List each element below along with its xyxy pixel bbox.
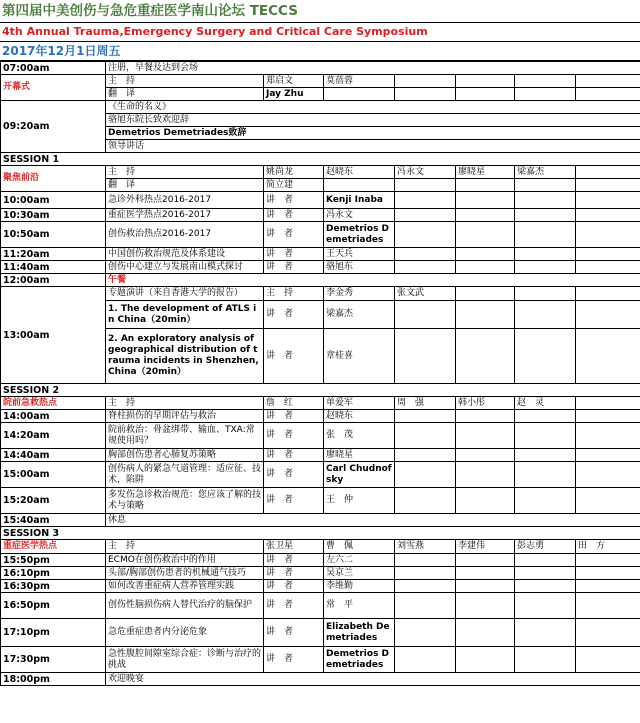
schedule-cell: [324, 179, 395, 192]
schedule-cell: [576, 261, 640, 274]
schedule-cell: [515, 329, 576, 384]
schedule-table: [0, 61, 640, 686]
schedule-cell: 17:10pm: [1, 619, 106, 647]
schedule-cell: [456, 647, 515, 673]
schedule-cell: [576, 397, 640, 410]
schedule-cell: [576, 329, 640, 384]
schedule-cell: [515, 423, 576, 449]
schedule-row: [1, 287, 640, 301]
schedule-cell: [395, 209, 456, 222]
schedule-cell: [576, 75, 640, 88]
schedule-cell: 创伤性脑损伤病人替代治疗的脑保护: [106, 593, 264, 619]
schedule-cell: [456, 287, 515, 301]
schedule-row: [1, 619, 640, 647]
schedule-cell: 王 仲: [324, 488, 395, 514]
schedule-cell: [395, 462, 456, 488]
schedule-cell: [576, 179, 640, 192]
schedule-cell: 讲 者: [264, 488, 324, 514]
schedule-cell: 急危重症患者内分泌危象: [106, 619, 264, 647]
schedule-cell: 脊柱损伤的早期评估与救治: [106, 410, 264, 423]
schedule-cell: 冯永文: [395, 166, 456, 179]
schedule-cell: 开幕式: [1, 75, 106, 101]
schedule-row: [1, 166, 640, 179]
schedule-cell: SESSION 3: [1, 527, 640, 540]
schedule-cell: 张文武: [395, 287, 456, 301]
schedule-row: [1, 62, 640, 75]
schedule-cell: [576, 593, 640, 619]
schedule-cell: [576, 287, 640, 301]
schedule-cell: 李建伟: [456, 540, 515, 554]
schedule-cell: 姚尚龙: [264, 166, 324, 179]
schedule-cell: 李金秀: [324, 287, 395, 301]
schedule-cell: 讲 者: [264, 329, 324, 384]
schedule-cell: [395, 179, 456, 192]
schedule-cell: [576, 449, 640, 462]
schedule-cell: [456, 619, 515, 647]
schedule-cell: 头部/胸部创伤患者的机械通气技巧: [106, 567, 264, 580]
schedule-cell: 赵晓东: [324, 166, 395, 179]
schedule-cell: 彭志勇: [515, 540, 576, 554]
schedule-cell: [456, 423, 515, 449]
schedule-cell: [576, 580, 640, 593]
schedule-cell: [395, 619, 456, 647]
schedule-row: [1, 261, 640, 274]
schedule-row: [1, 384, 640, 397]
schedule-cell: 急性腹腔间隙室综合症：诊断与治疗的挑战: [106, 647, 264, 673]
schedule-row: [1, 488, 640, 514]
schedule-cell: 讲 者: [264, 192, 324, 209]
schedule-row: [1, 153, 640, 166]
schedule-cell: [456, 261, 515, 274]
schedule-cell: [515, 619, 576, 647]
schedule-row: [1, 673, 640, 686]
schedule-cell: Elizabeth Demetriades: [324, 619, 395, 647]
schedule-cell: 14:20am: [1, 423, 106, 449]
schedule-cell: 15:00am: [1, 462, 106, 488]
schedule-cell: 2. An exploratory analysis of geographical distribution of trauma incidents in Shenzhen, China（20min）: [106, 329, 264, 384]
schedule-cell: 11:40am: [1, 261, 106, 274]
schedule-cell: SESSION 2: [1, 384, 640, 397]
schedule-cell: 10:50am: [1, 222, 106, 248]
schedule-row: [1, 647, 640, 673]
schedule-cell: [456, 209, 515, 222]
schedule-cell: 16:50pm: [1, 593, 106, 619]
title-cn: 第四届中美创伤与急危重症医学南山论坛 TECCS: [0, 0, 640, 23]
schedule-cell: [576, 192, 640, 209]
schedule-cell: [456, 301, 515, 329]
schedule-cell: 翻 译: [106, 179, 264, 192]
schedule-cell: [456, 179, 515, 192]
schedule-cell: 单爱军: [324, 397, 395, 410]
schedule-cell: 重症医学热点2016-2017: [106, 209, 264, 222]
schedule-cell: [395, 580, 456, 593]
schedule-cell: [395, 593, 456, 619]
schedule-cell: [515, 647, 576, 673]
schedule-cell: [576, 410, 640, 423]
schedule-cell: 章桂喜: [324, 329, 395, 384]
schedule-cell: 院前急救热点: [1, 397, 106, 410]
schedule-cell: [576, 462, 640, 488]
schedule-cell: 10:30am: [1, 209, 106, 222]
schedule-cell: [515, 449, 576, 462]
schedule-row: [1, 580, 640, 593]
schedule-cell: [395, 88, 456, 101]
schedule-cell: 胸部创伤患者心肺复苏策略: [106, 449, 264, 462]
schedule-body: [1, 62, 640, 686]
schedule-cell: [515, 301, 576, 329]
schedule-cell: [515, 88, 576, 101]
schedule-cell: 左六二: [324, 554, 395, 567]
schedule-cell: [515, 580, 576, 593]
schedule-cell: 廖晓星: [324, 449, 395, 462]
schedule-cell: 讲 者: [264, 554, 324, 567]
schedule-cell: [395, 75, 456, 88]
schedule-cell: [576, 209, 640, 222]
schedule-row: [1, 527, 640, 540]
schedule-cell: 15:40am: [1, 514, 106, 527]
schedule-cell: 《生命的名义》: [106, 101, 640, 114]
schedule-cell: 07:00am: [1, 62, 106, 75]
schedule-cell: [576, 619, 640, 647]
schedule-cell: 领导讲话: [106, 140, 640, 153]
schedule-cell: 09:20am: [1, 101, 106, 153]
schedule-cell: 急诊外科热点2016-2017: [106, 192, 264, 209]
schedule-cell: 吴京兰: [324, 567, 395, 580]
schedule-row: [1, 567, 640, 580]
schedule-cell: [395, 329, 456, 384]
schedule-cell: [515, 192, 576, 209]
schedule-cell: 创伤病人的紧急气道管理：适应征、技术，陷阱: [106, 462, 264, 488]
schedule-cell: 16:30pm: [1, 580, 106, 593]
schedule-cell: 午餐: [106, 274, 640, 287]
schedule-cell: 莫蓓蓉: [324, 75, 395, 88]
schedule-cell: [515, 75, 576, 88]
schedule-cell: [576, 166, 640, 179]
schedule-cell: 14:40am: [1, 449, 106, 462]
schedule-cell: 讲 者: [264, 462, 324, 488]
schedule-cell: Kenji Inaba: [324, 192, 395, 209]
schedule-cell: 如何改善重症病人营养管理实践: [106, 580, 264, 593]
schedule-cell: 聚焦前沿: [1, 166, 106, 192]
schedule-cell: [515, 222, 576, 248]
schedule-cell: 讲 者: [264, 580, 324, 593]
schedule-cell: [395, 248, 456, 261]
schedule-cell: 讲 者: [264, 301, 324, 329]
schedule-cell: [395, 410, 456, 423]
schedule-cell: 梁嘉杰: [324, 301, 395, 329]
schedule-cell: [515, 410, 576, 423]
schedule-cell: [395, 192, 456, 209]
schedule-cell: 冯永文: [324, 209, 395, 222]
schedule-cell: [395, 554, 456, 567]
schedule-cell: [515, 462, 576, 488]
schedule-cell: [395, 449, 456, 462]
schedule-cell: 简立建: [264, 179, 324, 192]
schedule-cell: [515, 488, 576, 514]
schedule-cell: [456, 567, 515, 580]
schedule-row: [1, 397, 640, 410]
schedule-cell: 注册，早餐及达到会场: [106, 62, 640, 75]
schedule-cell: 周 强: [395, 397, 456, 410]
schedule-cell: [456, 192, 515, 209]
schedule-cell: [515, 261, 576, 274]
schedule-cell: 1. The development of ATLS in China（20min）: [106, 301, 264, 329]
schedule-cell: [456, 222, 515, 248]
schedule-cell: 讲 者: [264, 593, 324, 619]
schedule-cell: [456, 449, 515, 462]
schedule-cell: 讲 者: [264, 449, 324, 462]
schedule-cell: 重症医学热点: [1, 540, 106, 554]
schedule-cell: [576, 647, 640, 673]
schedule-cell: 18:00pm: [1, 673, 106, 686]
schedule-cell: [456, 329, 515, 384]
schedule-cell: 14:00am: [1, 410, 106, 423]
schedule-cell: 欢迎晚宴: [106, 673, 640, 686]
schedule-row: [1, 274, 640, 287]
schedule-cell: [515, 567, 576, 580]
schedule-cell: Jay Zhu: [264, 88, 324, 101]
schedule-cell: [395, 301, 456, 329]
schedule-cell: [515, 287, 576, 301]
schedule-cell: [576, 567, 640, 580]
schedule-cell: [576, 488, 640, 514]
schedule-cell: [395, 261, 456, 274]
schedule-cell: 骆旭东: [324, 261, 395, 274]
schedule-cell: 16:10pm: [1, 567, 106, 580]
schedule-cell: 多发伤急诊救治规范：您应该了解的技术与策略: [106, 488, 264, 514]
schedule-cell: [515, 248, 576, 261]
schedule-cell: [515, 209, 576, 222]
schedule-cell: 讲 者: [264, 410, 324, 423]
schedule-cell: [395, 567, 456, 580]
schedule-cell: 翻 译: [106, 88, 264, 101]
schedule-row: [1, 222, 640, 248]
schedule-cell: [576, 301, 640, 329]
title-en: 4th Annual Trauma,Emergency Surgery and Critical Care Symposium: [0, 23, 640, 42]
schedule-cell: [395, 222, 456, 248]
schedule-cell: 创伤救治热点2016-2017: [106, 222, 264, 248]
schedule-row: [1, 248, 640, 261]
schedule-cell: 赵 灵: [515, 397, 576, 410]
schedule-cell: 专题演讲（来自香港大学的报告）: [106, 287, 264, 301]
schedule-cell: 讲 者: [264, 209, 324, 222]
schedule-row: [1, 449, 640, 462]
schedule-cell: [456, 248, 515, 261]
schedule-cell: ECMO在创伤救治中的作用: [106, 554, 264, 567]
schedule-cell: 廖晓星: [456, 166, 515, 179]
schedule-cell: 赵晓东: [324, 410, 395, 423]
schedule-row: [1, 75, 640, 88]
schedule-row: [1, 192, 640, 209]
schedule-cell: [576, 248, 640, 261]
schedule-cell: [456, 75, 515, 88]
schedule-row: [1, 423, 640, 449]
schedule-cell: SESSION 1: [1, 153, 640, 166]
schedule-row: [1, 540, 640, 554]
schedule-cell: 李维勤: [324, 580, 395, 593]
schedule-cell: 15:50pm: [1, 554, 106, 567]
schedule-cell: 骆旭东院长致欢迎辞: [106, 114, 640, 127]
schedule-cell: [515, 179, 576, 192]
schedule-cell: 常 平: [324, 593, 395, 619]
schedule-cell: [456, 554, 515, 567]
schedule-cell: [395, 647, 456, 673]
schedule-cell: 主 持: [106, 75, 264, 88]
schedule-row: [1, 410, 640, 423]
schedule-cell: 主 持: [106, 397, 264, 410]
schedule-cell: 梁嘉杰: [515, 166, 576, 179]
schedule-cell: [576, 554, 640, 567]
schedule-cell: [456, 410, 515, 423]
schedule-row: [1, 101, 640, 114]
schedule-cell: [576, 423, 640, 449]
schedule-cell: [456, 593, 515, 619]
schedule-cell: [456, 88, 515, 101]
schedule-cell: 讲 者: [264, 619, 324, 647]
schedule-cell: 讲 者: [264, 567, 324, 580]
schedule-cell: [576, 222, 640, 248]
schedule-cell: Demetrios Demetriades致辞: [106, 127, 640, 140]
schedule-cell: 讲 者: [264, 261, 324, 274]
schedule-cell: 10:00am: [1, 192, 106, 209]
schedule-cell: [395, 423, 456, 449]
schedule-cell: 15:20am: [1, 488, 106, 514]
schedule-cell: [456, 462, 515, 488]
schedule-cell: [515, 593, 576, 619]
schedule-cell: 主 持: [106, 540, 264, 554]
schedule-cell: [515, 554, 576, 567]
schedule-cell: 张 茂: [324, 423, 395, 449]
schedule-cell: 王天兵: [324, 248, 395, 261]
date-heading: 2017年12月1日周五: [0, 42, 640, 61]
schedule-cell: 中国创伤救治规范及体系建设: [106, 248, 264, 261]
schedule-cell: 讲 者: [264, 248, 324, 261]
schedule-cell: 主 持: [106, 166, 264, 179]
schedule-cell: 讲 者: [264, 423, 324, 449]
schedule-row: [1, 462, 640, 488]
schedule-cell: [395, 488, 456, 514]
schedule-cell: 田 方: [576, 540, 640, 554]
schedule-cell: Demetrios Demetriades: [324, 647, 395, 673]
schedule-cell: Demetrios Demetriades: [324, 222, 395, 248]
schedule-cell: 主 持: [264, 287, 324, 301]
schedule-row: [1, 554, 640, 567]
schedule-cell: 12:00am: [1, 274, 106, 287]
schedule-cell: 郑启文: [264, 75, 324, 88]
schedule-row: [1, 209, 640, 222]
schedule-cell: 张卫星: [264, 540, 324, 554]
schedule-cell: [456, 488, 515, 514]
schedule-cell: 创伤中心建立与发展南山模式探讨: [106, 261, 264, 274]
schedule-cell: 曹 佩: [324, 540, 395, 554]
schedule-cell: Carl Chudnofsky: [324, 462, 395, 488]
schedule-cell: 刘雪燕: [395, 540, 456, 554]
schedule-cell: [324, 88, 395, 101]
schedule-cell: [456, 580, 515, 593]
schedule-cell: 休息: [106, 514, 640, 527]
schedule-cell: [576, 88, 640, 101]
schedule-cell: 院前救治：骨盆绑带、输血、TXA:常规使用吗？: [106, 423, 264, 449]
schedule-cell: 韩小彤: [456, 397, 515, 410]
schedule-cell: 讲 者: [264, 647, 324, 673]
schedule-cell: 11:20am: [1, 248, 106, 261]
schedule-row: [1, 593, 640, 619]
schedule-cell: 13:00am: [1, 287, 106, 384]
schedule-cell: 詹 红: [264, 397, 324, 410]
schedule-row: [1, 514, 640, 527]
schedule-cell: 讲 者: [264, 222, 324, 248]
schedule-cell: 17:30pm: [1, 647, 106, 673]
